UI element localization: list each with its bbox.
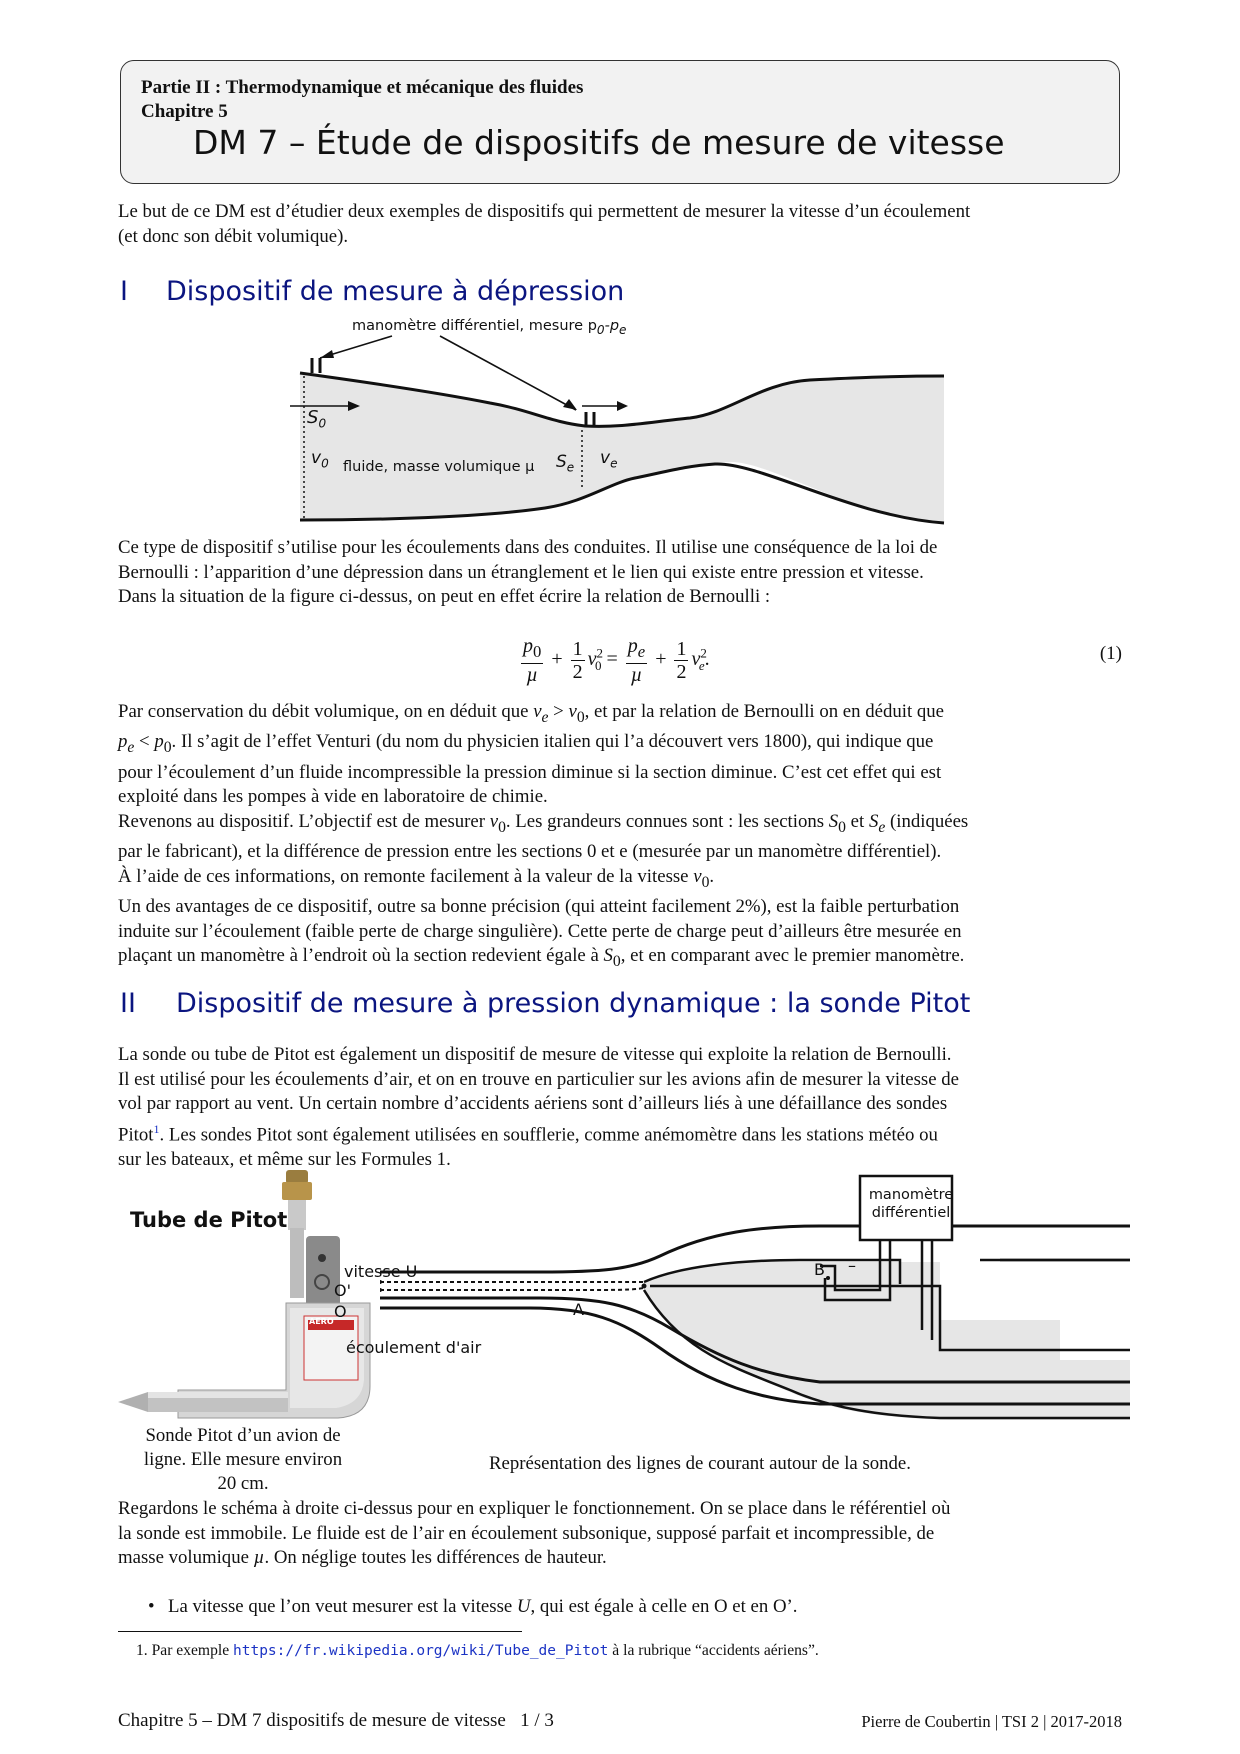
footer-left: Chapitre 5 – DM 7 dispositifs de mesure de vitesse 1 / 3 [118,1710,554,1731]
text-line: exploité dans les pompes à vide en laboratoire de chimie. [118,786,548,808]
se-label: $S_e$ [556,452,575,475]
text-line: induite sur l’écoulement (faible perte de charge singulière). Cette perte de charge peut d’ailleurs être mesurée en [118,920,962,942]
text-line: Il est utilisé pour les écoulements d’air, et on en trouve en particulier sur les avions afin de mesurer la vitesse de [118,1068,960,1090]
text-line: sur les bateaux, et même sur les Formules 1. [118,1148,451,1170]
text-line: Bernoulli : l’apparition d’une dépression dans un étranglement et le lien qui existe entre pression et vitesse. [118,561,924,583]
manometer-box-label: manomètre différentiel [868,1187,954,1221]
footnote-ref[interactable]: 1 [153,1121,160,1136]
schema-caption: Représentation des lignes de courant autour de la sonde. [489,1453,911,1474]
text-line: La sonde ou tube de Pitot est également un dispositif de mesure de vitesse qui exploite la relation de Bernoulli. [118,1044,952,1065]
velocity-u-label: vitesse U [344,1262,418,1281]
section-1-title [120,276,624,307]
text-line: masse volumique µ. On néglige toutes les différences de hauteur. [118,1547,607,1569]
text-line: Revenons au dispositif. L’objectif est de mesurer $v_0$. Les grandeurs connues sont : les sections $S_0$ et $S_e$ (indiquées [118,810,969,836]
point-b-label: B [814,1260,825,1279]
text-line: Par conservation du débit volumique, on en déduit que $v_e > v_0$, et par la relation de Bernoulli on en déduit que [118,701,944,726]
v0-label: $v_0$ [311,448,329,471]
caption-line: Sonde Pitot d’un avion de [145,1425,341,1446]
text-line: la sonde est immobile. Le fluide est de l’air en écoulement subsonique, supposé parfait et incompressible, de [118,1522,935,1544]
intro-line: Le but de ce DM est d’étudier deux exemples de dispositifs qui permettent de mesurer la vitesse d’un écoulement [118,201,971,222]
venturi-figure [290,318,950,528]
point-a-label: A [573,1300,584,1319]
text-line: Dans la situation de la figure ci-dessus, on peut en effet écrire la relation de Bernoulli : [118,586,771,608]
footer-right: Pierre de Coubertin | TSI 2 | 2017-2018 [861,1712,1122,1731]
intro-line: (et donc son débit volumique). [118,225,349,247]
caption-line: 20 cm. [217,1473,269,1494]
photo-caption [118,1424,368,1496]
chapter-label: Chapitre 5 [141,101,228,122]
point-o-prime-label: O' [334,1281,351,1300]
text-line: $p_e < p_0$. Il s’agit de l’effet Venturi (du nom du physicien italien qui l’a découvert vers 1800), qui indique que [118,731,934,757]
text-line: Ce type de dispositif s’utilise pour les écoulements dans des conduites. Il utilise une conséquence de la loi de [118,537,938,558]
text-line: plaçant un manomètre à l’endroit où la section redevient égale à $S_0$, et en comparant avec le premier manomètre. [118,945,965,971]
point-o-label: O [334,1302,347,1321]
photo-brand-label: AERO [309,1317,334,1326]
air-flow-label: écoulement d'air [346,1338,482,1357]
chapter-header-box [120,60,1120,184]
venturi-paragraph-2 [118,700,1123,975]
section-2-title [120,988,970,1019]
text-line: Regardons le schéma à droite ci-dessus pour en expliquer le fonctionnement. On se place dans le référentiel où [118,1498,951,1519]
document-title: DM 7 – Étude de dispositifs de mesure de vitesse [193,123,1005,162]
section-number: II [120,988,136,1019]
photo-title: Tube de Pitot [130,1208,288,1232]
venturi-paragraph-1 [118,536,1123,610]
pitot-paragraph-2 [118,1497,1123,1571]
text-line: À l’aide de ces informations, on remonte facilement à la valeur de la vitesse $v_0$. [118,865,715,891]
page-number: 1 / 3 [520,1710,554,1731]
intro-paragraph [118,200,1123,249]
s0-label: $S_0$ [307,407,327,431]
wikipedia-link[interactable]: https://fr.wikipedia.org/wiki/Tube_de_Pitot [233,1643,609,1659]
section-title-text: Dispositif de mesure à dépression [166,276,625,307]
text-line: Pitot$^1$. Les sondes Pitot sont également utilisées en soufflerie, comme anémomètre dans les stations météo ou [118,1121,938,1146]
venturi-fluid-region [300,373,944,523]
text-line: vol par rapport au vent. Un certain nombre d’accidents aériens sont d’ailleurs liés à une défaillance des sondes [118,1093,948,1115]
equation-number: (1) [1099,643,1122,664]
part-label: Partie II : Thermodynamique et mécanique des fluides [141,77,584,98]
manometer-label: manomètre différentiel, mesure $p_0-p_e$ [352,318,627,337]
section-title-text: Dispositif de mesure à pression dynamique : la sonde Pitot [176,988,971,1019]
minus-label: – [848,1256,856,1275]
text-line: Un des avantages de ce dispositif, outre sa bonne précision (qui atteint facilement 2%), est la faible perturbation [118,896,960,918]
pitot-paragraph-1 [118,1043,1123,1172]
section-number: I [120,276,128,307]
text-line: pour l’écoulement d’un fluide incompressible la pression diminue si la section diminue. C’est cet effet qui est [118,761,942,783]
bullet-icon: • [148,1596,155,1617]
ve-label: $v_e$ [600,448,618,471]
bernoulli-equation: $\frac{p_0}{\text{µ}}$ + $\frac{1}{2}$ $v^2_0$ = $\frac{p_e}{\text{µ}}$ + $\frac{1}{2}$ $v^2_e$. [523,635,710,686]
caption-line: ligne. Elle mesure environ [143,1449,343,1470]
text-line: par le fabricant), et la différence de pression entre les sections 0 et e (mesurée par un manomètre différentiel). [118,841,942,863]
bullet-item: • La vitesse que l’on veut mesurer est la vitesse U, qui est égale à celle en O et en O’. [148,1596,798,1617]
footnote-divider [118,1631,522,1632]
footnote: 1. Par exemple https://fr.wikipedia.org/wiki/Tube_de_Pitot à la rubrique “accidents aériens”. [136,1642,819,1659]
fluid-label: fluide, masse volumique µ [343,459,535,475]
pitot-schema [380,1170,1130,1440]
